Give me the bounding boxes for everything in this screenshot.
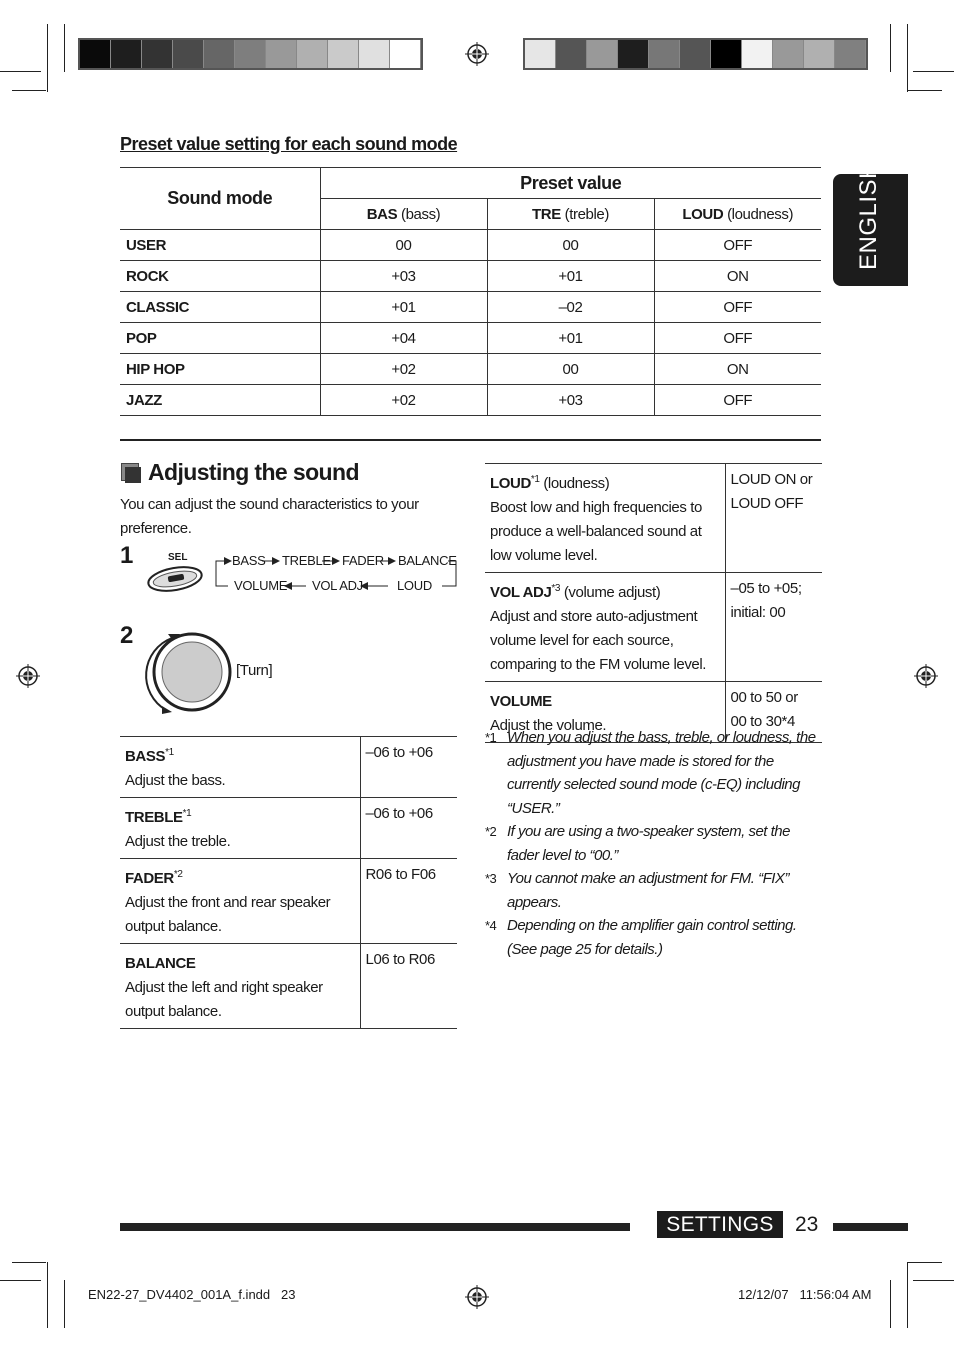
footnote-mark: *4 — [485, 918, 497, 933]
color-swatch — [742, 40, 773, 68]
flow-item-loud: LOUD — [397, 578, 432, 593]
table-row — [120, 798, 457, 859]
crop-mark — [64, 1280, 65, 1328]
loud-cell: ON — [654, 354, 821, 385]
table-row — [120, 354, 821, 385]
color-swatch — [111, 40, 142, 68]
table-row — [120, 944, 457, 1029]
crop-mark — [890, 1280, 891, 1328]
setting-cell: VOLUME Adjust the volume. — [485, 682, 725, 743]
crop-mark — [12, 1262, 46, 1263]
tre-cell: +01 — [487, 323, 654, 354]
crop-mark — [47, 1262, 48, 1328]
mode-cell: USER — [120, 230, 320, 261]
flow-item-bass: BASS — [232, 553, 266, 568]
header-preset-value: Preset value — [320, 168, 821, 199]
crop-mark — [908, 90, 942, 91]
crop-mark — [47, 24, 48, 92]
flow-item-treble: TREBLE — [282, 553, 331, 568]
color-swatch — [80, 40, 111, 68]
step-number: 2 — [120, 622, 134, 649]
setting-cell: BALANCE Adjust the left and right speaker output balance. — [120, 944, 360, 1029]
table-row — [120, 261, 821, 292]
step-number: 1 — [120, 542, 134, 569]
range-cell: –06 to +06 — [360, 798, 457, 859]
table-row — [120, 323, 821, 354]
mode-cell: CLASSIC — [120, 292, 320, 323]
header-tre: TRE (treble) — [487, 199, 654, 230]
mode-cell: HIP HOP — [120, 354, 320, 385]
color-swatch — [835, 40, 866, 68]
bas-cell: +03 — [320, 261, 487, 292]
language-tab-label: ENGLISH — [855, 161, 882, 270]
crop-mark — [0, 1280, 41, 1281]
bas-cell: 00 — [320, 230, 487, 261]
range-cell: –05 to +05; initial: 00 — [725, 573, 822, 682]
registration-mark-icon — [914, 664, 938, 688]
bas-cell: +02 — [320, 385, 487, 416]
preset-section-title: Preset value setting for each sound mode — [120, 134, 458, 154]
color-swatch — [773, 40, 804, 68]
crop-mark — [0, 71, 41, 72]
setting-cell: VOL ADJ$^{*3}$ (volume adjust) Adjust and store auto-adjustment volume level for each source, comparing to the FM volume level. — [485, 573, 725, 682]
color-swatch — [266, 40, 297, 68]
color-swatch — [618, 40, 649, 68]
footnote-mark: *3 — [485, 871, 497, 886]
color-swatch — [649, 40, 680, 68]
registration-mark-icon — [16, 664, 40, 688]
footer-bar — [120, 1223, 630, 1231]
footnote-mark: *2 — [485, 824, 497, 839]
loud-cell: OFF — [654, 230, 821, 261]
footnotes — [485, 726, 821, 961]
footnote — [485, 820, 821, 867]
adjusting-intro: You can adjust the sound characteristics to your preference. — [120, 496, 419, 537]
crop-mark — [908, 1262, 942, 1263]
color-swatch — [680, 40, 711, 68]
sel-label: SEL — [168, 552, 188, 563]
color-swatch — [587, 40, 618, 68]
table-row — [120, 737, 457, 798]
range-cell: 00 to 50 or 00 to 30*4 — [725, 682, 822, 743]
loud-cell: ON — [654, 261, 821, 292]
color-swatch — [359, 40, 390, 68]
color-swatch — [297, 40, 328, 68]
table-row — [120, 230, 821, 261]
color-bar-left — [78, 38, 423, 70]
crop-mark — [12, 90, 46, 91]
footnote-text: You cannot make an adjustment for FM. “FIX” appears. — [507, 870, 789, 911]
color-swatch — [142, 40, 173, 68]
language-tab — [833, 161, 908, 286]
range-cell: –06 to +06 — [360, 737, 457, 798]
footnote — [485, 867, 821, 914]
footnote-text: When you adjust the bass, treble, or loudness, the adjustment you have made is stored for the currently selected sound mode (c-EQ) including “USER.” — [507, 729, 816, 817]
color-swatch — [390, 40, 421, 68]
flow-item-fader: FADER — [342, 553, 384, 568]
footnote-text: If you are using a two-speaker system, set the fader level to “00.” — [507, 823, 790, 864]
table-row — [120, 385, 821, 416]
table-row — [485, 464, 822, 573]
bas-cell: +01 — [320, 292, 487, 323]
crop-mark — [913, 1280, 954, 1281]
header-loud: LOUD (loudness) — [654, 199, 821, 230]
registration-mark-icon — [465, 42, 489, 66]
setting-cell: BASS$^{*1}$ Adjust the bass. — [120, 737, 360, 798]
tre-cell: +03 — [487, 385, 654, 416]
color-swatch — [235, 40, 266, 68]
crop-mark — [64, 24, 65, 72]
turn-label: [Turn] — [236, 662, 273, 679]
color-swatch — [173, 40, 204, 68]
color-swatch — [525, 40, 556, 68]
mode-cell: ROCK — [120, 261, 320, 292]
tre-cell: 00 — [487, 230, 654, 261]
flow-item-balance: BALANCE — [398, 553, 457, 568]
slug-timestamp: 12/12/07 11:56:04 AM — [738, 1287, 872, 1302]
flow-item-volume: VOLUME — [234, 578, 288, 593]
left-settings-table — [120, 736, 457, 1029]
table-row — [485, 573, 822, 682]
right-settings-table — [485, 463, 822, 743]
footnote — [485, 914, 821, 961]
bas-cell: +02 — [320, 354, 487, 385]
crop-mark — [913, 71, 954, 72]
mode-cell: JAZZ — [120, 385, 320, 416]
page-number: 23 — [795, 1213, 819, 1236]
table-row — [120, 292, 821, 323]
setting-cell: TREBLE$^{*1}$ Adjust the treble. — [120, 798, 360, 859]
footnote — [485, 726, 821, 820]
loud-cell: OFF — [654, 292, 821, 323]
setting-cell: FADER$^{*2}$ Adjust the front and rear speaker output balance. — [120, 859, 360, 944]
crop-mark — [907, 24, 908, 92]
bas-cell: +04 — [320, 323, 487, 354]
control-knob-icon[interactable] — [144, 630, 234, 716]
color-swatch — [556, 40, 587, 68]
header-bas: BAS (bass) — [320, 199, 487, 230]
setting-cell: LOUD$^{*1}$ (loudness) Boost low and high frequencies to produce a well-balanced sound at low volume level. — [485, 464, 725, 573]
color-swatch — [204, 40, 235, 68]
loud-cell: OFF — [654, 323, 821, 354]
color-swatch — [328, 40, 359, 68]
footnote-mark: *1 — [485, 730, 497, 745]
color-swatch — [711, 40, 742, 68]
crop-mark — [890, 24, 891, 72]
footnote-text: Depending on the amplifier gain control setting. (See page 25 for details.) — [507, 917, 797, 958]
adjusting-heading: Adjusting the sound — [148, 459, 359, 485]
mode-cell: POP — [120, 323, 320, 354]
crop-mark — [907, 1262, 908, 1328]
tre-cell: –02 — [487, 292, 654, 323]
range-cell: LOUD ON or LOUD OFF — [725, 464, 822, 573]
tre-cell: 00 — [487, 354, 654, 385]
section-divider — [120, 439, 821, 441]
section-label: SETTINGS — [657, 1211, 783, 1238]
header-sound-mode: Sound mode — [120, 168, 320, 230]
slug-filename: EN22-27_DV4402_001A_f.indd 23 — [88, 1287, 296, 1302]
color-swatch — [804, 40, 835, 68]
footer-bar — [833, 1223, 908, 1231]
range-cell: L06 to R06 — [360, 944, 457, 1029]
color-bar-right — [523, 38, 868, 70]
table-row — [120, 859, 457, 944]
sel-button-icon[interactable] — [146, 563, 204, 593]
loud-cell: OFF — [654, 385, 821, 416]
flow-item-vol-adj: VOL ADJ — [312, 578, 363, 593]
tre-cell: +01 — [487, 261, 654, 292]
preset-table — [120, 167, 821, 416]
registration-mark-icon — [465, 1285, 489, 1309]
heading-square-icon — [125, 467, 141, 483]
range-cell: R06 to F06 — [360, 859, 457, 944]
